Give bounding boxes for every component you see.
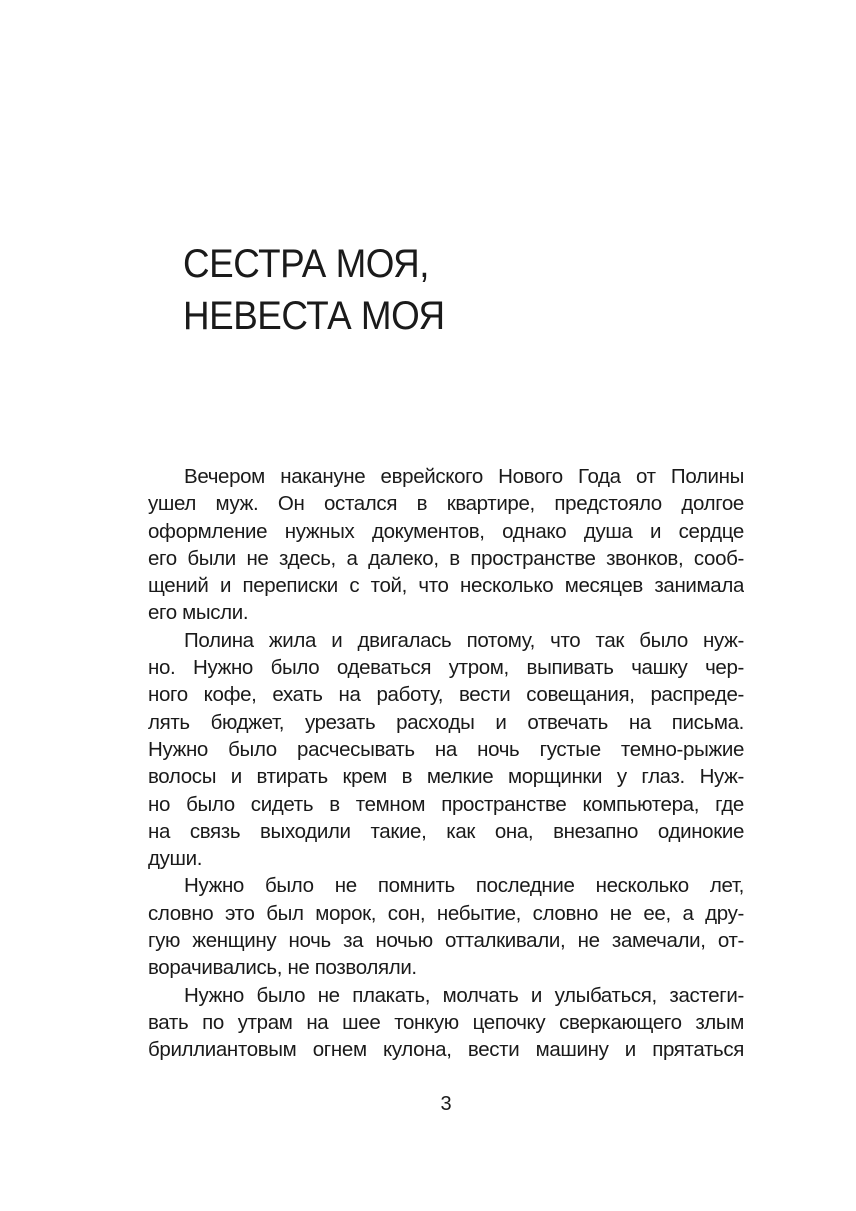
body-text — [148, 463, 744, 1064]
text-line: на связь выходили такие, как она, внезапно одинокие — [148, 819, 744, 843]
paragraph-2 — [148, 627, 744, 873]
text-line: его мысли. — [148, 601, 249, 625]
chapter-title-line-2: НЕВЕСТА МОЯ — [183, 294, 445, 338]
text-line: оформление нужных документов, однако душа и сердце — [148, 519, 744, 543]
chapter-title-line-1: СЕСТРА МОЯ, — [183, 242, 430, 286]
chapter-title — [183, 238, 735, 342]
paragraph-4 — [148, 982, 744, 1064]
text-line: щений и переписки с той, что несколько месяцев занимала — [148, 574, 744, 598]
text-line: словно это был морок, сон, небытие, словно не ее, а дру- — [148, 901, 744, 925]
paragraph-3 — [148, 872, 744, 981]
text-line: Нужно было не плакать, молчать и улыбаться, застеги- — [184, 983, 744, 1007]
text-line: ворачивались, не позволяли. — [148, 956, 417, 980]
text-line: его были не здесь, а далеко, в пространстве звонков, сооб- — [148, 546, 744, 570]
text-line: вать по утрам на шее тонкую цепочку сверкающего злым — [148, 1010, 744, 1034]
text-line: бриллиантовым огнем кулона, вести машину и прятаться — [148, 1038, 744, 1062]
text-line: Нужно было не помнить последние несколько лет, — [184, 874, 744, 898]
text-line: волосы и втирать крем в мелкие морщинки у глаз. Нуж- — [148, 765, 744, 789]
text-line: Вечером накануне еврейского Нового Года от Полины — [184, 465, 744, 488]
text-line: души. — [148, 847, 203, 871]
text-line: но было сидеть в темном пространстве компьютера, где — [148, 792, 744, 816]
text-line: Полина жила и двигалась потому, что так было нуж- — [184, 628, 744, 652]
text-line: ного кофе, ехать на работу, вести совещания, распреде- — [148, 683, 744, 707]
page-number: 3 — [440, 1093, 452, 1115]
text-line: Нужно было расчесывать на ночь густые темно-рыжие — [148, 737, 744, 761]
paragraph-1 — [148, 463, 744, 627]
text-line: но. Нужно было одеваться утром, выпивать чашку чер- — [148, 656, 744, 680]
text-line: ушел муж. Он остался в квартире, предстояло долгое — [148, 492, 744, 516]
text-line: лять бюджет, урезать расходы и отвечать на письма. — [148, 710, 744, 734]
text-line: гую женщину ночь за ночью отталкивали, не замечали, от- — [148, 929, 744, 953]
